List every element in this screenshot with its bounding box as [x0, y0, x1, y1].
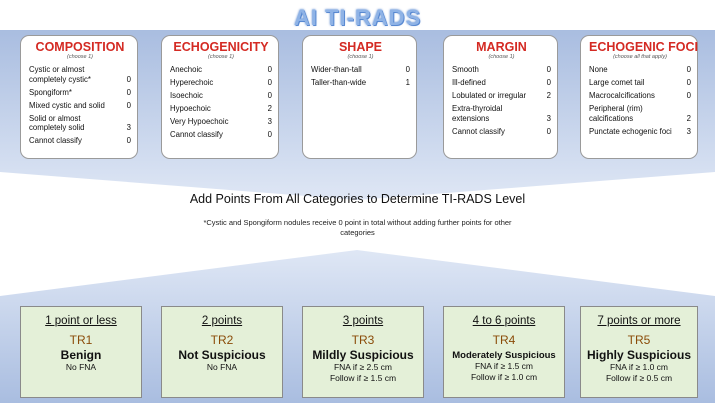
recommendation: No FNA	[206, 362, 238, 372]
option-points: 0	[267, 65, 272, 74]
recommendation: Follow if ≥ 0.5 cm	[605, 373, 673, 383]
category-option	[589, 127, 691, 137]
option-label: Isoechoic	[170, 91, 203, 100]
recommendation: Follow if ≥ 1.5 cm	[329, 373, 397, 383]
category-option	[170, 78, 272, 88]
category-option	[311, 78, 410, 88]
option-label: Spongiform*	[29, 87, 72, 97]
option-points: 2	[546, 91, 551, 100]
points-range: 7 points or more	[597, 315, 681, 327]
option-points: 0	[686, 78, 691, 87]
option-points: 0	[546, 65, 551, 74]
category-option	[589, 91, 691, 101]
category-option	[170, 104, 272, 114]
tirads-level-tr4	[443, 306, 565, 398]
option-label: Very Hypoechoic	[170, 117, 229, 126]
option-label: Cannot classify	[452, 126, 505, 136]
recommendation: FNA if ≥ 1.5 cm	[474, 361, 534, 371]
option-points: 2	[686, 113, 691, 123]
points-range: 4 to 6 points	[472, 315, 536, 327]
category-card	[580, 35, 698, 159]
category-option	[452, 104, 551, 123]
option-points: 0	[686, 91, 691, 100]
option-points: 0	[267, 91, 272, 100]
option-label: Large comet tail	[589, 78, 645, 87]
risk-label: Highly Suspicious	[586, 348, 691, 362]
option-points: 0	[126, 136, 131, 145]
category-option	[311, 65, 410, 75]
recommendation: FNA if ≥ 1.0 cm	[609, 362, 669, 372]
category-instruction: (choose 1)	[488, 54, 515, 60]
category-option	[170, 117, 272, 127]
recommendation: FNA if ≥ 2.5 cm	[333, 362, 393, 372]
option-label: Solid or almost completely solid	[29, 113, 85, 132]
points-range: 2 points	[201, 315, 243, 327]
option-points: 0	[126, 87, 131, 97]
tr-level: TR2	[210, 333, 234, 347]
category-heading: ECHOGENIC FOCI	[589, 40, 699, 54]
category-card	[302, 35, 417, 159]
category-option	[29, 114, 131, 133]
category-heading: ECHOGENICITY	[173, 40, 269, 54]
category-option	[170, 65, 272, 75]
risk-label: Benign	[60, 348, 102, 362]
option-points: 0	[126, 74, 131, 84]
category-option	[170, 91, 272, 101]
option-label: Extra-thyroidal extensions	[452, 104, 503, 123]
option-label: None	[589, 65, 608, 74]
option-points: 0	[126, 100, 131, 110]
option-points: 3	[126, 123, 131, 132]
category-option	[452, 127, 551, 137]
recommendation: No FNA	[65, 362, 97, 372]
risk-label: Moderately Suspicious	[452, 350, 556, 361]
category-option	[452, 78, 551, 88]
category-card	[443, 35, 558, 159]
category-heading: SHAPE	[338, 40, 383, 54]
option-label: Hypoechoic	[170, 104, 211, 113]
category-heading: COMPOSITION	[35, 40, 125, 54]
option-points: 3	[267, 117, 272, 126]
category-card	[20, 35, 138, 159]
tirads-level-tr3	[302, 306, 424, 398]
option-label: Hyperechoic	[170, 78, 214, 87]
tr-level: TR3	[351, 333, 375, 347]
tr-level: TR4	[492, 333, 516, 347]
points-range: 1 point or less	[45, 315, 117, 327]
risk-label: Not Suspicious	[178, 348, 266, 362]
option-points: 0	[546, 126, 551, 136]
category-instruction: (choose 1)	[347, 54, 374, 60]
category-option	[452, 91, 551, 101]
category-card	[161, 35, 279, 159]
risk-label: Mildly Suspicious	[312, 348, 414, 362]
category-option	[452, 65, 551, 75]
option-label: Peripheral (rim) calcifications	[589, 104, 643, 123]
category-option	[589, 65, 691, 75]
instruction-text: Add Points From All Categories to Determine TI-RADS Level	[189, 192, 526, 206]
option-label: Macrocalcifications	[589, 91, 655, 100]
option-label: Cannot classify	[29, 136, 82, 145]
points-range: 3 points	[342, 315, 384, 327]
category-instruction: (choose all that apply)	[613, 54, 667, 60]
option-label: Lobulated or irregular	[452, 91, 527, 100]
option-label: Cannot classify	[170, 130, 223, 139]
option-points: 1	[405, 78, 410, 87]
option-points: 0	[546, 78, 551, 87]
option-points: 3	[686, 126, 691, 136]
option-label: Mixed cystic and solid	[29, 100, 105, 110]
category-option	[29, 65, 131, 84]
option-points: 0	[267, 130, 272, 139]
option-label: Punctate echogenic foci	[589, 126, 672, 136]
category-option	[589, 78, 691, 88]
page-title: AI TI-RADS	[293, 5, 422, 30]
category-option	[29, 101, 131, 111]
category-heading: MARGIN	[476, 40, 527, 54]
option-points: 0	[405, 65, 410, 74]
option-points: 0	[686, 65, 691, 74]
category-option	[589, 104, 691, 123]
option-points: 3	[546, 113, 551, 123]
option-points: 0	[267, 78, 272, 87]
tirads-level-tr1	[20, 306, 142, 398]
option-label: Taller-than-wide	[311, 78, 367, 87]
option-label: Cystic or almost completely cystic*	[29, 65, 91, 84]
tirads-level-tr2	[161, 306, 283, 398]
option-points: 2	[267, 104, 272, 113]
category-option	[170, 130, 272, 140]
option-label: Smooth	[452, 65, 479, 74]
category-instruction: (choose 1)	[67, 54, 93, 60]
option-label: Anechoic	[170, 65, 203, 74]
option-label: Ill-defined	[452, 78, 486, 87]
tr-level: TR5	[627, 333, 651, 347]
footnote: *Cystic and Spongiform nodules receive 0 point in total without adding further points for other categories	[203, 218, 512, 237]
category-option	[29, 88, 131, 98]
option-label: Wider-than-tall	[311, 65, 362, 74]
tirads-level-tr5	[580, 306, 698, 398]
recommendation: Follow if ≥ 1.0 cm	[470, 372, 538, 382]
category-instruction: (choose 1)	[208, 54, 234, 60]
tr-level: TR1	[69, 333, 93, 347]
category-option	[29, 136, 131, 146]
